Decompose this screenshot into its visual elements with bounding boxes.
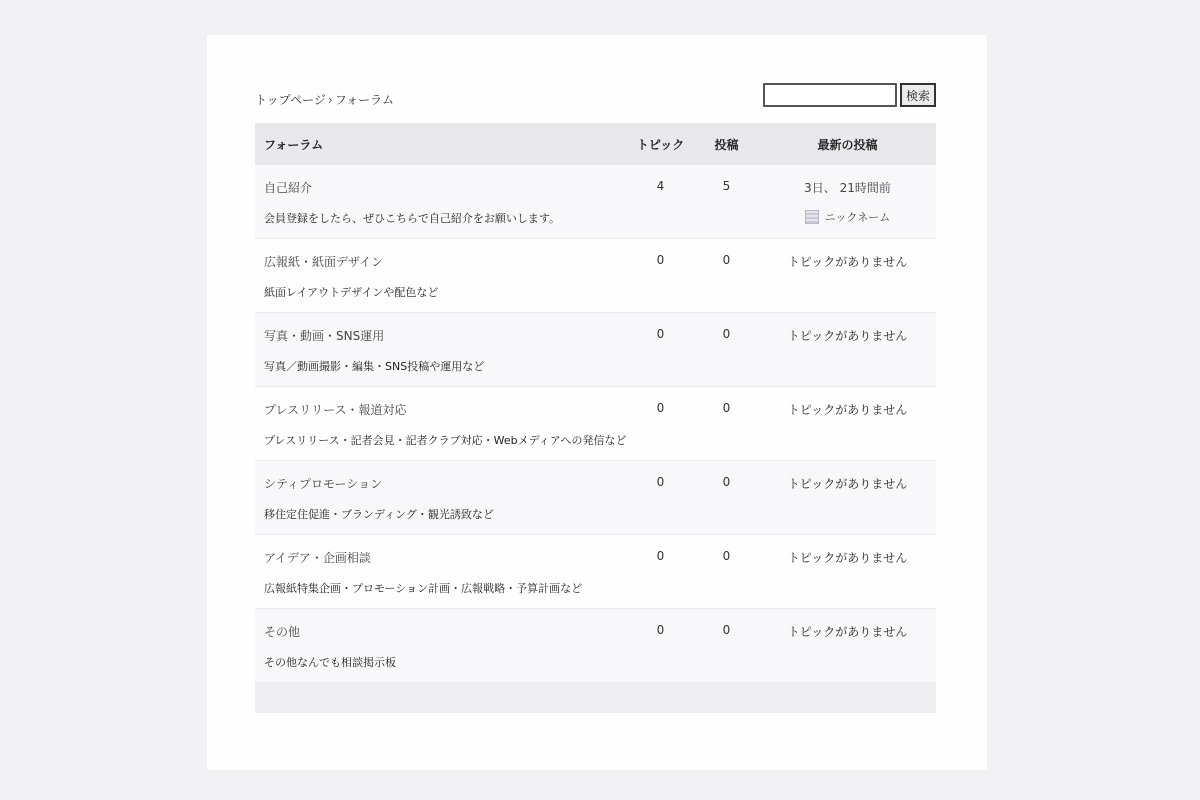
- post-count: 0: [722, 253, 731, 267]
- forum-cell: [255, 535, 627, 608]
- forum-row: [255, 165, 936, 239]
- topic-count: 0: [656, 401, 665, 415]
- no-topics-text: トピックがありません: [787, 477, 908, 491]
- topic-count: 0: [656, 623, 665, 637]
- forum-cell: [255, 239, 627, 312]
- latest-post-time-link[interactable]: 3日、 21時間前: [804, 181, 891, 195]
- forum-card: [207, 35, 987, 770]
- no-topics-text: トピックがありません: [787, 255, 908, 269]
- forum-title-link[interactable]: 広報紙・紙面デザイン: [264, 255, 384, 269]
- no-topics-text: トピックがありません: [787, 403, 908, 417]
- no-topics-text: トピックがありません: [787, 625, 908, 639]
- header-forum: フォーラム: [264, 137, 324, 152]
- latest-post-cell: [759, 239, 936, 312]
- forum-title-link[interactable]: 写真・動画・SNS運用: [264, 329, 385, 343]
- post-count: 0: [722, 623, 731, 637]
- no-topics-text: トピックがありません: [787, 329, 908, 343]
- forum-row: [255, 609, 936, 683]
- avatar: [805, 210, 819, 224]
- latest-post-cell: [759, 387, 936, 460]
- topic-count: 4: [656, 179, 665, 193]
- table-header: [255, 123, 936, 165]
- search-input[interactable]: [763, 83, 897, 107]
- forum-title-link[interactable]: アイデア・企画相談: [264, 551, 371, 565]
- post-count: 0: [722, 327, 731, 341]
- forum-description: その他なんでも相談掲示板: [264, 656, 396, 669]
- latest-post-cell: [759, 461, 936, 534]
- forum-table: [255, 123, 936, 713]
- search-form: [763, 83, 936, 107]
- post-count: 0: [722, 475, 731, 489]
- header-topics: トピック: [636, 137, 685, 152]
- header-posts: 投稿: [714, 137, 739, 152]
- forum-row: [255, 387, 936, 461]
- topic-count: 0: [656, 475, 665, 489]
- forum-description: 移住定住促進・ブランディング・観光誘致など: [264, 508, 494, 521]
- latest-post-cell: [759, 313, 936, 386]
- forum-row: [255, 313, 936, 387]
- topic-count: 0: [656, 327, 665, 341]
- breadcrumb-separator: ›: [327, 93, 333, 107]
- latest-post-cell: [759, 165, 936, 238]
- latest-post-cell: [759, 535, 936, 608]
- forum-description: 紙面レイアウトデザインや配色など: [264, 286, 439, 299]
- topic-count: 0: [656, 549, 665, 563]
- post-count: 5: [722, 179, 731, 193]
- forum-description: プレスリリース・記者会見・記者クラブ対応・Webメディアへの発信など: [264, 434, 627, 447]
- latest-post-author[interactable]: [805, 209, 890, 225]
- forum-cell: [255, 609, 627, 682]
- forum-row: [255, 239, 936, 313]
- table-footer: [255, 683, 936, 713]
- forum-description: 広報紙特集企画・プロモーション計画・広報戦略・予算計画など: [264, 582, 583, 595]
- forum-title-link[interactable]: プレスリリース・報道対応: [264, 403, 407, 417]
- forum-cell: [255, 313, 627, 386]
- forum-cell: [255, 387, 627, 460]
- search-button[interactable]: 検索: [900, 83, 936, 107]
- post-count: 0: [722, 401, 731, 415]
- forum-description: 写真／動画撮影・編集・SNS投稿や運用など: [264, 360, 485, 373]
- breadcrumb-current: フォーラム: [334, 93, 395, 107]
- forum-row: [255, 461, 936, 535]
- author-name: ニックネーム: [824, 211, 891, 224]
- forum-cell: [255, 461, 627, 534]
- breadcrumb-home-link[interactable]: トップページ: [255, 93, 326, 107]
- forum-row: [255, 535, 936, 609]
- forum-description: 会員登録をしたら、ぜひこちらで自己紹介をお願いします。: [264, 212, 561, 225]
- topic-count: 0: [656, 253, 665, 267]
- post-count: 0: [722, 549, 731, 563]
- forum-cell: [255, 165, 627, 238]
- forum-title-link[interactable]: 自己紹介: [264, 181, 313, 195]
- forum-title-link[interactable]: その他: [264, 625, 301, 639]
- header-latest-post: 最新の投稿: [817, 137, 878, 152]
- breadcrumb: [255, 91, 394, 108]
- forum-title-link[interactable]: シティプロモーション: [264, 477, 383, 491]
- latest-post-cell: [759, 609, 936, 682]
- top-bar: [255, 83, 936, 107]
- no-topics-text: トピックがありません: [787, 551, 908, 565]
